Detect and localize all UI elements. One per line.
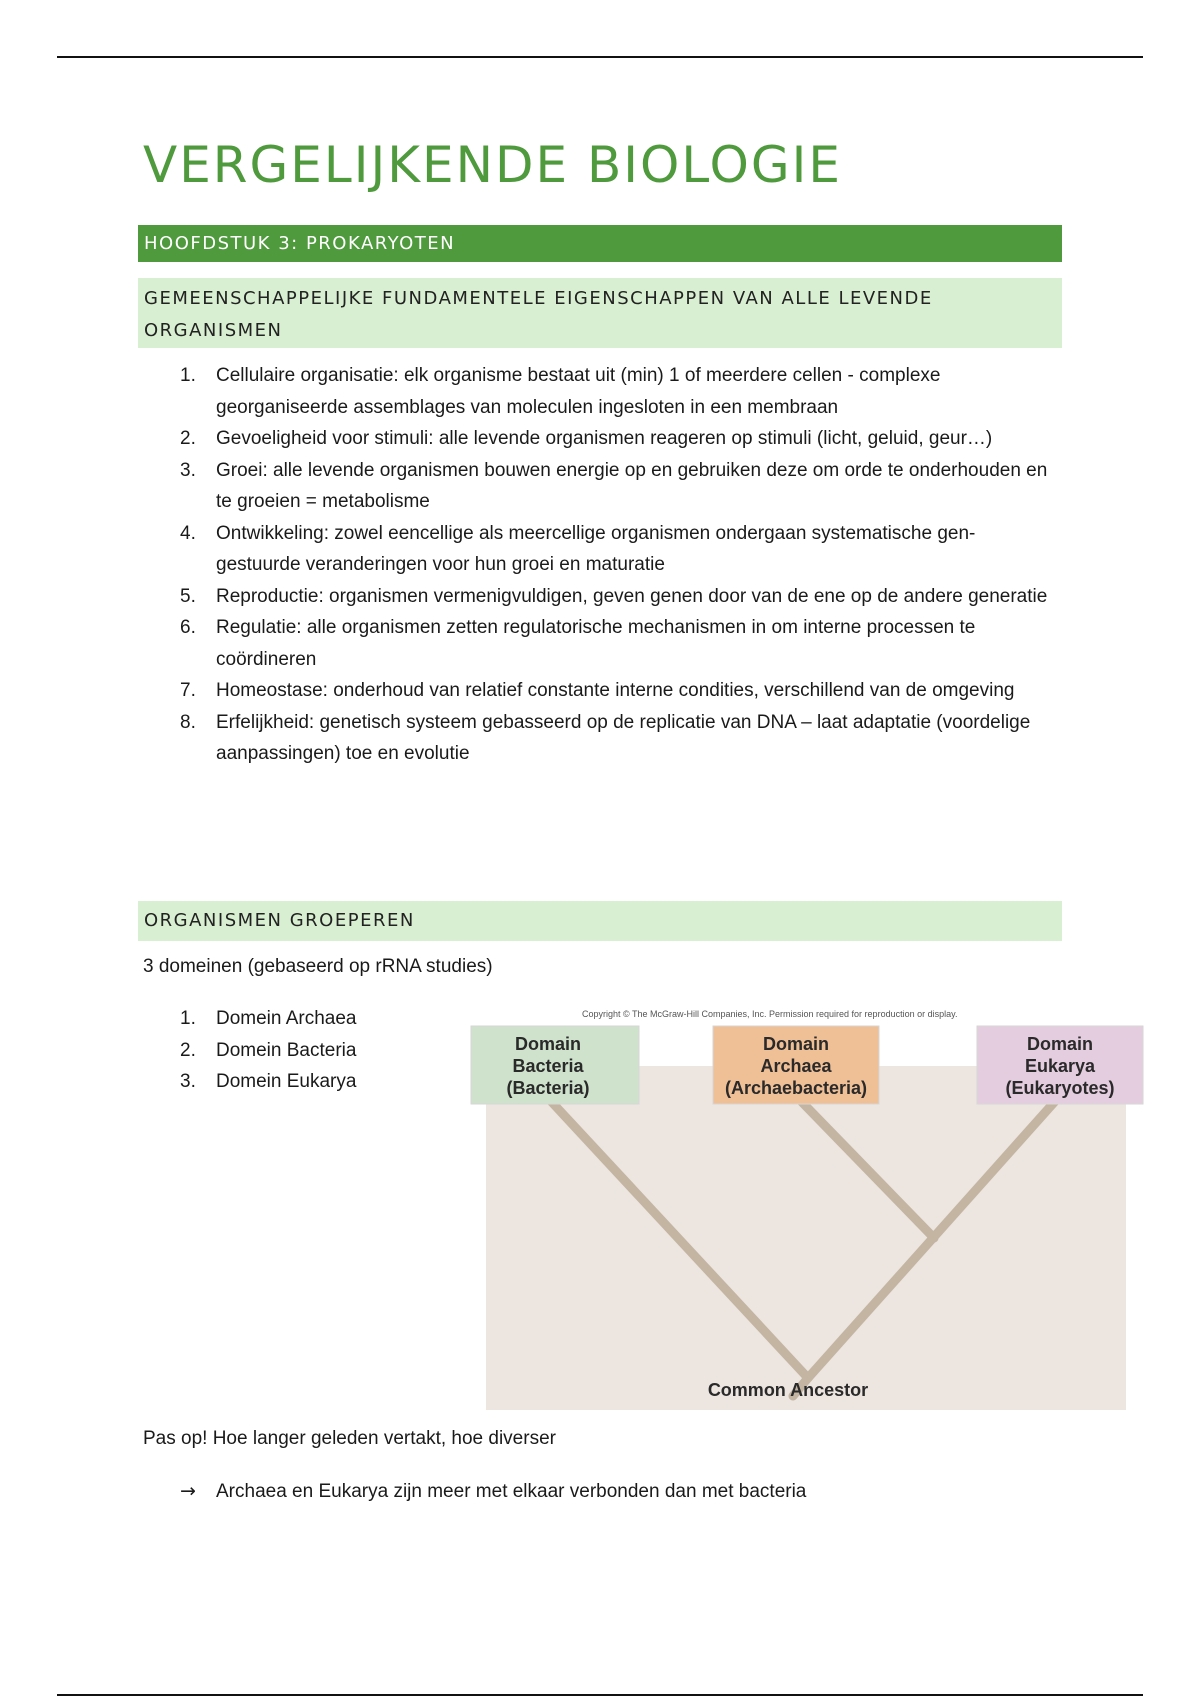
properties-list <box>170 360 1050 770</box>
right-arrow-icon: → <box>180 1480 196 1502</box>
list-item-number: 3. <box>180 459 196 481</box>
list-item <box>170 707 1050 770</box>
document-title: VERGELIJKENDE BIOLOGIE <box>143 136 842 194</box>
note-paragraph: Pas op! Hoe langer geleden vertakt, hoe diverser <box>143 1428 556 1449</box>
domain-box-archaea-line2: Archaea <box>760 1056 832 1076</box>
bottom-rule <box>57 1694 1143 1696</box>
list-item <box>170 1003 470 1035</box>
list-item-number: 1. <box>180 1008 196 1029</box>
list-item-text: Domein Bacteria <box>216 1039 357 1061</box>
list-item-text: Reproductie: organismen vermenigvuldigen, geven genen door van de ene op de andere generatie <box>216 585 1048 607</box>
domain-box-eukarya <box>977 1026 1143 1104</box>
list-item-text: Cellulaire organisatie: elk organisme bestaat uit (min) 1 of meerdere cellen - complexe georganiseerde assemblages van moleculen ingesloten in een membraan <box>216 365 941 418</box>
section-heading-properties: GEMEENSCHAPPELIJKE FUNDAMENTELE EIGENSCHAPPEN VAN ALLE LEVENDE ORGANISMEN <box>138 278 1062 348</box>
list-item-text: Ontwikkeling: zowel eencellige als meercellige organismen ondergaan systematische gen-gestuurde veranderingen voor hun groei en maturatie <box>216 522 976 575</box>
phylogenetic-tree-figure <box>468 1006 1148 1411</box>
list-item-text: Domein Archaea <box>216 1008 357 1029</box>
copyright-notice: Copyright © The McGraw-Hill Companies, Inc. Permission required for reproduction or display. <box>582 1009 958 1019</box>
list-item-number: 7. <box>180 680 196 701</box>
domain-box-bacteria-line2: Bacteria <box>512 1056 584 1076</box>
domain-box-archaea-line1: Domain <box>762 1034 830 1054</box>
top-rule <box>57 56 1143 58</box>
domain-box-bacteria <box>471 1026 639 1104</box>
domain-box-eukarya-line1: Domain <box>1026 1034 1094 1054</box>
list-item <box>170 518 1050 581</box>
list-item-number: 5. <box>180 585 196 607</box>
list-item-text: Domein Eukarya <box>216 1071 357 1092</box>
list-item-text: Groei: alle levende organismen bouwen energie op en gebruiken deze om orde te onderhouden en te groeien = metabolisme <box>216 459 1048 512</box>
list-item-text: Gevoeligheid voor stimuli: alle levende organismen reageren op stimuli (licht, geluid, geur…) <box>216 428 993 449</box>
domains-list <box>170 1003 470 1098</box>
list-item-text: Erfelijkheid: genetisch systeem gebasseerd op de replicatie van DNA – laat adaptatie (voordelige aanpassingen) toe en evolutie <box>216 711 1031 764</box>
list-item-number: 6. <box>180 617 196 638</box>
common-ancestor-label: Common Ancestor <box>707 1380 869 1400</box>
list-item-number: 2. <box>180 1039 196 1061</box>
domain-box-bacteria-line1: Domain <box>514 1034 582 1054</box>
list-item-number: 4. <box>180 522 196 544</box>
list-item-number: 3. <box>180 1071 196 1092</box>
list-item <box>170 581 1050 613</box>
chapter-heading: HOOFDSTUK 3: PROKARYOTEN <box>138 225 1062 262</box>
conclusion-line <box>180 1480 806 1503</box>
list-item-text: Homeostase: onderhoud van relatief constante interne condities, verschillend van de omgeving <box>216 680 1015 701</box>
conclusion-text: Archaea en Eukarya zijn meer met elkaar verbonden dan met bacteria <box>216 1481 807 1502</box>
domain-box-archaea <box>713 1026 879 1104</box>
list-item <box>170 360 1050 423</box>
phylogenetic-tree-svg <box>468 1006 1148 1411</box>
list-item-number: 1. <box>180 365 196 386</box>
domain-box-archaea-line3: (Archaebacteria) <box>724 1078 868 1098</box>
list-item <box>170 423 1050 455</box>
list-item <box>170 675 1050 707</box>
list-item-number: 8. <box>180 711 196 733</box>
list-item <box>170 455 1050 518</box>
domain-box-bacteria-line3: (Bacteria) <box>506 1078 590 1098</box>
domains-intro: 3 domeinen (gebaseerd op rRNA studies) <box>143 956 493 977</box>
list-item <box>170 1066 470 1098</box>
domain-box-eukarya-line3: (Eukaryotes) <box>1005 1078 1115 1098</box>
domain-box-eukarya-line2: Eukarya <box>1024 1056 1096 1076</box>
list-item <box>170 612 1050 675</box>
tree-background <box>486 1066 1126 1410</box>
list-item-number: 2. <box>180 428 196 449</box>
list-item <box>170 1035 470 1067</box>
list-item-text: Regulatie: alle organismen zetten regulatorische mechanismen in om interne processen te coördineren <box>216 617 976 670</box>
section-heading-grouping: ORGANISMEN GROEPEREN <box>138 901 1062 941</box>
